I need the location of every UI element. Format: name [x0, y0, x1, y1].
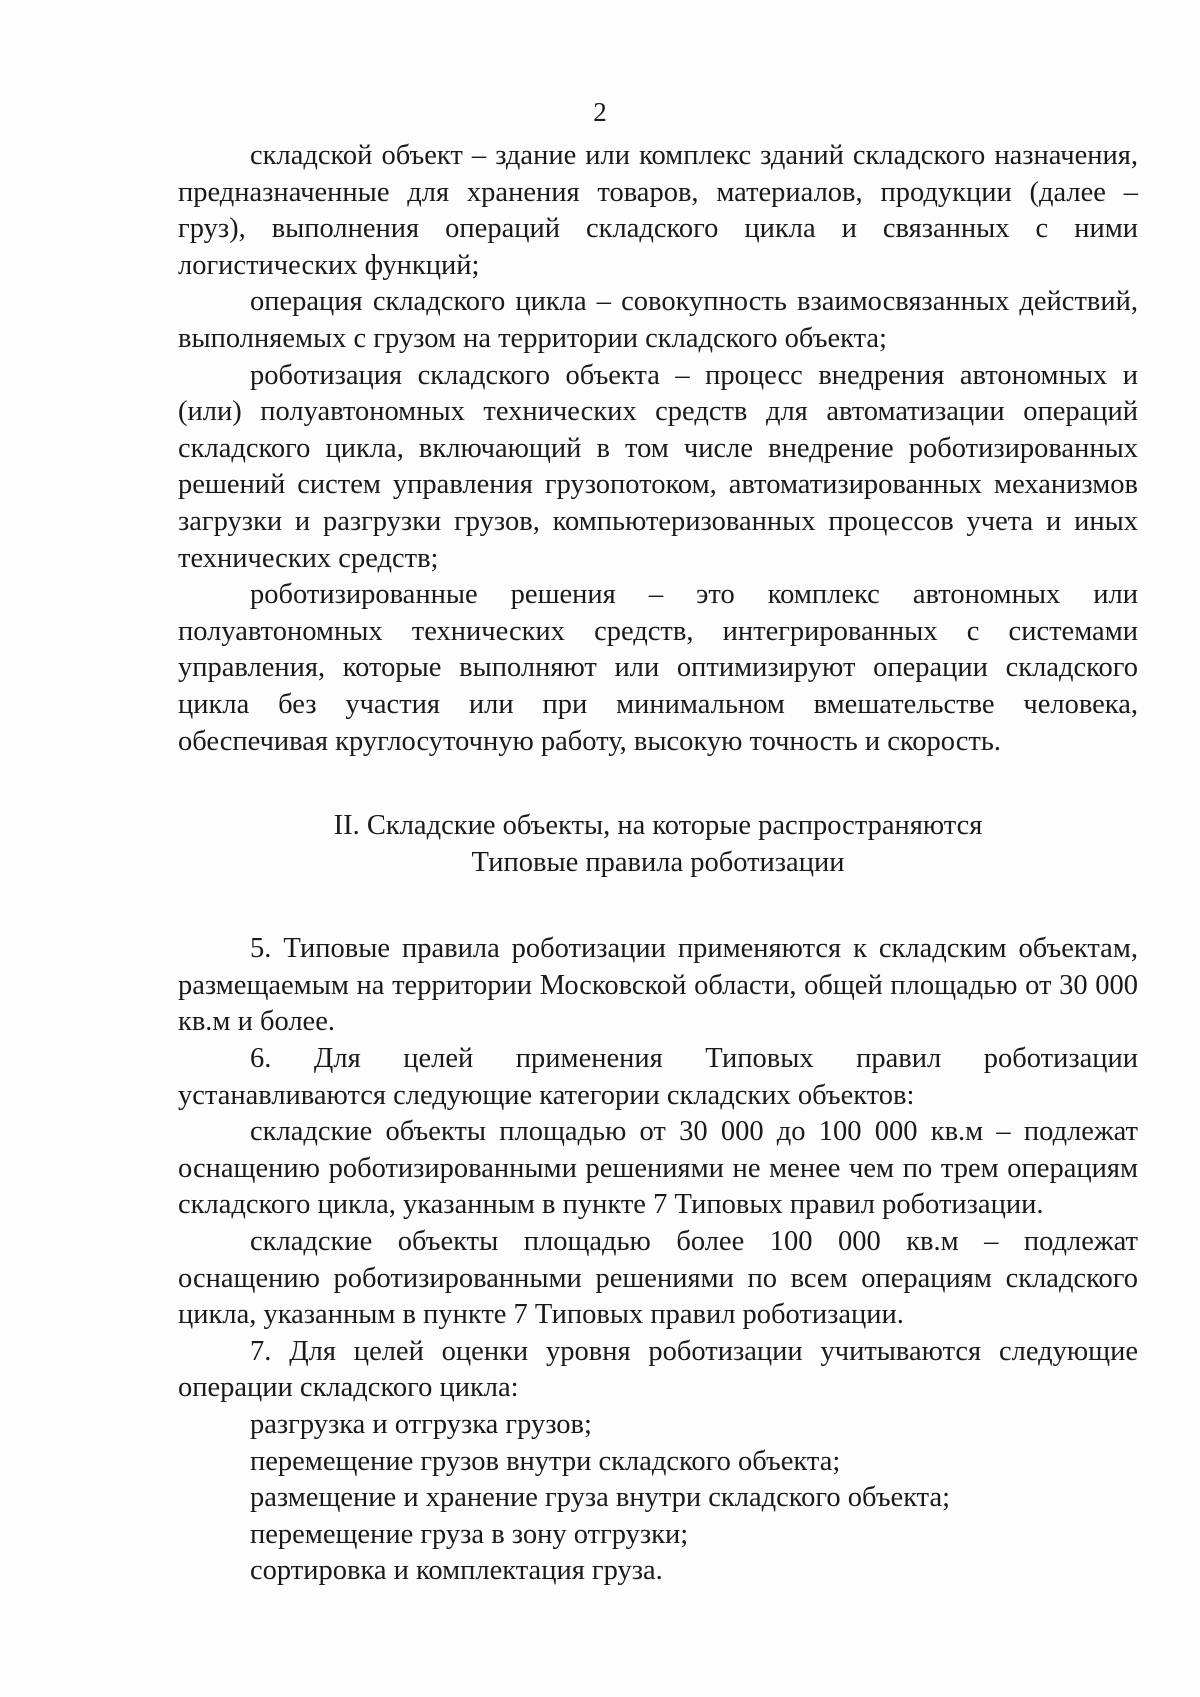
document-body: [178, 138, 1138, 1590]
paragraph-7: 7. Для целей оценки уровня роботизации учитываются следующие операции складского цикла:: [178, 1335, 1138, 1404]
operation-item: перемещение грузов внутри складского объекта;: [250, 1445, 841, 1477]
paragraph-6: 6. Для целей применения Типовых правил роботизации устанавливаются следующие категории складских объектов:: [178, 1043, 1138, 1111]
definition-warehouse-robotization: роботизация складского объекта – процесс внедрения автономных и (или) полуавтономных технических средств для автоматизации операций складского цикла, включающий в том числе внедрение роботизированных решений систем управления грузопотоком, автоматизированных механизмов загрузки и разгрузки грузов, компьютеризованных процессов учета и иных технических средств;: [178, 359, 1138, 574]
category-large-warehouse: складские объекты площадью более 100 000 кв.м – подлежат оснащению роботизированными решениями по всем операциям складского цикла, указанным в пункте 7 Типовых правил роботизации.: [178, 1226, 1138, 1331]
operation-item: сортировка и комплектация груза.: [250, 1555, 663, 1587]
section-heading-line-1: II. Складские объекты, на которые распространяются: [333, 810, 983, 842]
definition-warehouse-object: складской объект – здание или комплекс зданий складского назначения, предназначенные для хранения товаров, материалов, продукции (далее – груз), выполнения операций складского цикла и связанных с ними логистических функций;: [178, 140, 1138, 281]
category-small-warehouse: складские объекты площадью от 30 000 до 100 000 кв.м – подлежат оснащению роботизированными решениями не менее чем по трем операциям складского цикла, указанным в пункте 7 Типовых правил роботизации.: [178, 1116, 1138, 1221]
section-heading: [178, 808, 1138, 881]
page-number: 2: [593, 97, 607, 127]
operation-item: перемещение груза в зону отгрузки;: [250, 1518, 689, 1550]
definition-warehouse-cycle-operation: операция складского цикла – совокупность взаимосвязанных действий, выполняемых с грузом на территории складского объекта;: [178, 286, 1138, 354]
operation-item: разгрузка и отгрузка грузов;: [250, 1409, 592, 1440]
section-heading-line-2: Типовые правила роботизации: [471, 846, 845, 878]
operation-item: размещение и хранение груза внутри складского объекта;: [250, 1482, 951, 1514]
paragraph-5: 5. Типовые правила роботизации применяются к складским объектам, размещаемым на территории Московской области, общей площадью от 30 000 кв.м и более.: [178, 933, 1138, 1038]
definition-robotic-solutions: роботизированные решения – это комплекс автономных или полуавтономных технических средств, интегрированных с системами управления, которые выполняют или оптимизируют операции складского цикла без участия или при минимальном вмешательстве человека, обеспечивая круглосуточную работу, высокую точность и скорость.: [178, 579, 1138, 757]
